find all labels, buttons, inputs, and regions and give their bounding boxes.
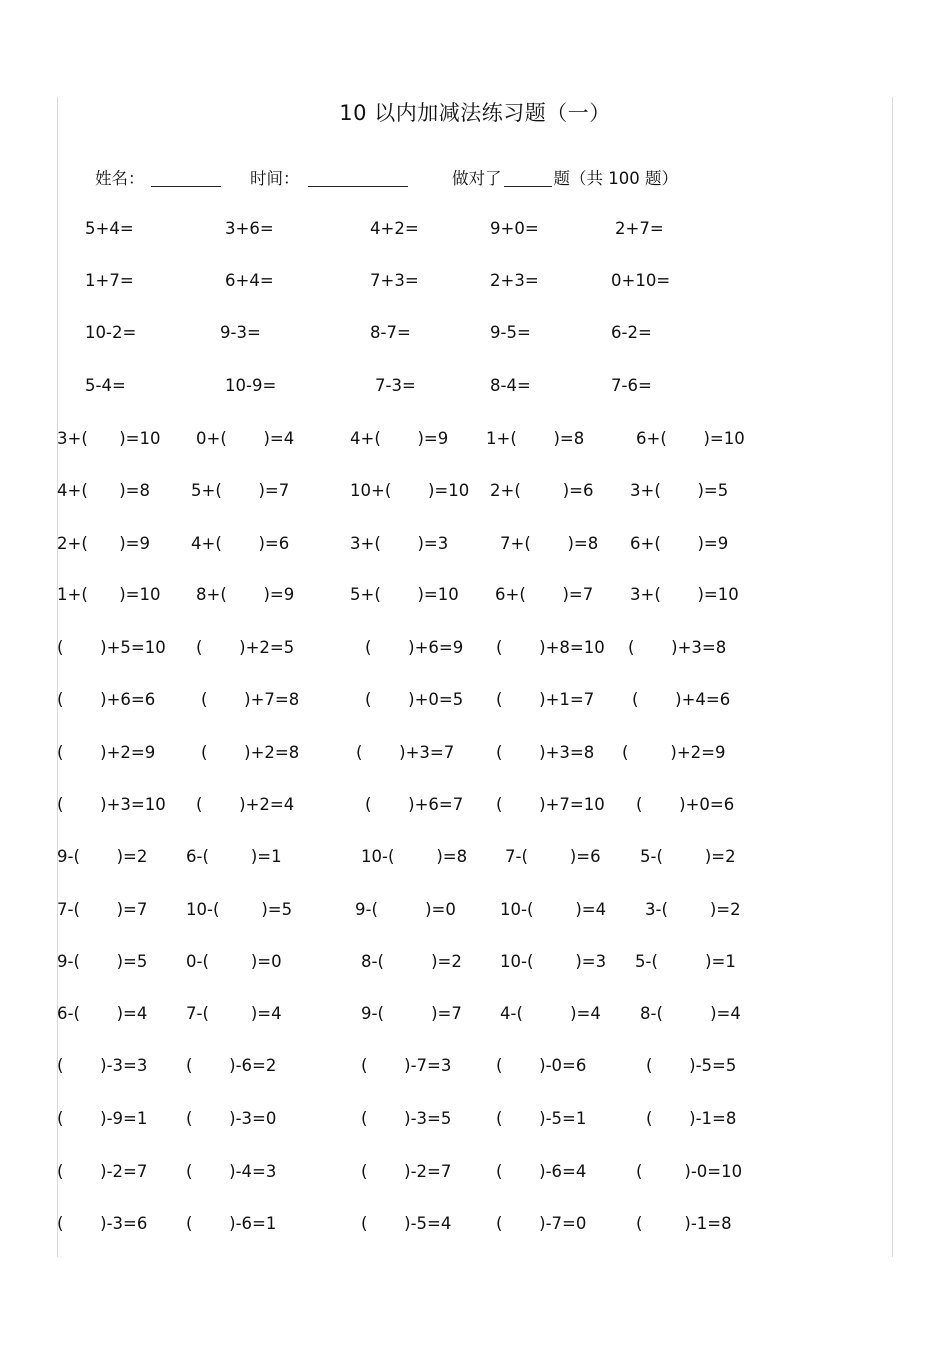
problem-item: ( )-3=6 (57, 1214, 148, 1233)
problem-item: ( )-1=8 (646, 1109, 737, 1128)
problem-item: 6+( )=10 (636, 429, 745, 448)
problem-item: 1+( )=8 (486, 429, 585, 448)
problem-item: 10-( )=5 (186, 900, 293, 919)
problem-item: 2+( )=6 (490, 481, 594, 500)
problem-row (0, 1212, 950, 1236)
time-label: 时间： (250, 169, 300, 188)
problem-item: 10-( )=3 (500, 952, 607, 971)
problem-item: ( )+6=6 (57, 690, 156, 709)
problem-row (0, 269, 950, 293)
problem-item: 6+( )=7 (495, 585, 594, 604)
problem-row (0, 845, 950, 869)
problem-item: ( )-6=1 (186, 1214, 277, 1233)
problem-item: ( )+2=4 (196, 795, 295, 814)
problem-row (0, 583, 950, 607)
page-title: 10 以内加减法练习题（一） (339, 101, 611, 125)
problem-row (0, 1107, 950, 1131)
problem-item: 10-9= (225, 376, 277, 395)
problem-item: 9-3= (220, 323, 261, 342)
problem-item: ( )-7=3 (361, 1056, 452, 1075)
problem-item: 3-( )=2 (645, 900, 741, 919)
problem-item: 5-( )=1 (635, 952, 736, 971)
problem-item: ( )+2=5 (196, 638, 295, 657)
problem-item: ( )-2=7 (361, 1162, 452, 1181)
score-blank[interactable] (504, 170, 552, 187)
problem-item: ( )-5=1 (496, 1109, 587, 1128)
problem-item: 3+( )=5 (630, 481, 729, 500)
problem-item: ( )+2=9 (57, 743, 156, 762)
problem-item: 2+( )=9 (57, 534, 150, 553)
problem-item: 8-( )=2 (361, 952, 462, 971)
problem-item: ( )+4=6 (632, 690, 731, 709)
problem-item: 10-( )=8 (361, 847, 468, 866)
problem-item: 0+( )=4 (196, 429, 295, 448)
problem-item: 5-( )=2 (640, 847, 736, 866)
problem-item: ( )-2=7 (57, 1162, 148, 1181)
problem-row (0, 479, 950, 503)
problem-item: 6+( )=9 (630, 534, 729, 553)
problem-row (0, 688, 950, 712)
problem-row (0, 321, 950, 345)
problem-row (0, 427, 950, 451)
problem-item: ( )+3=8 (628, 638, 727, 657)
problem-item: ( )-5=5 (646, 1056, 737, 1075)
problem-row (0, 1160, 950, 1184)
problem-item: ( )-1=8 (636, 1214, 732, 1233)
problem-item: ( )-7=0 (496, 1214, 587, 1233)
problem-item: 9+0= (490, 219, 539, 238)
problem-row (0, 636, 950, 660)
problem-item: ( )+2=8 (201, 743, 300, 762)
problem-item: 4+( )=8 (57, 481, 150, 500)
problem-item: ( )+0=5 (365, 690, 464, 709)
problem-item: ( )-4=3 (186, 1162, 277, 1181)
problem-item: ( )+1=7 (496, 690, 595, 709)
problem-item: 9-5= (490, 323, 531, 342)
problem-item: 8-4= (490, 376, 531, 395)
problem-item: 0+10= (611, 271, 671, 290)
problem-item: 0-( )=0 (186, 952, 282, 971)
problem-item: 7+( )=8 (500, 534, 599, 553)
problem-item: ( )-6=2 (186, 1056, 277, 1075)
problem-item: 10+( )=10 (350, 481, 470, 500)
name-blank[interactable] (151, 170, 221, 187)
time-field (250, 165, 408, 189)
score-suffix: 题（共 100 题） (553, 169, 678, 188)
problem-row (0, 741, 950, 765)
problem-item: ( )+3=8 (496, 743, 595, 762)
problem-item: 7-( )=4 (186, 1004, 282, 1023)
problem-item: ( )+8=10 (496, 638, 605, 657)
problem-item: 5+( )=10 (350, 585, 459, 604)
problem-item: 7-6= (611, 376, 652, 395)
problem-item: 10-( )=4 (500, 900, 607, 919)
problem-item: ( )+2=9 (622, 743, 726, 762)
problem-item: 2+3= (490, 271, 539, 290)
problem-item: ( )+3=7 (356, 743, 455, 762)
problem-item: 4+( )=9 (350, 429, 449, 448)
problem-row (0, 1002, 950, 1026)
problem-item: ( )+6=9 (365, 638, 464, 657)
problem-item: ( )-6=4 (496, 1162, 587, 1181)
problem-item: 7-3= (375, 376, 416, 395)
problem-item: ( )-3=5 (361, 1109, 452, 1128)
problem-item: 6-( )=1 (186, 847, 282, 866)
problem-row (0, 950, 950, 974)
problem-item: 5+( )=7 (191, 481, 290, 500)
problem-item: ( )-0=6 (496, 1056, 587, 1075)
score-prefix: 做对了 (452, 169, 502, 188)
score-field (452, 165, 678, 189)
problem-row (0, 374, 950, 398)
problem-row (0, 793, 950, 817)
problem-item: 7-( )=6 (505, 847, 601, 866)
problem-item: 1+( )=10 (57, 585, 161, 604)
problem-item: ( )-9=1 (57, 1109, 148, 1128)
problem-item: 5+4= (85, 219, 134, 238)
problem-item: 3+( )=10 (57, 429, 161, 448)
problem-item: 3+6= (225, 219, 274, 238)
problem-item: ( )+7=8 (201, 690, 300, 709)
problem-item: 7+3= (370, 271, 419, 290)
problem-item: 7-( )=7 (57, 900, 148, 919)
problem-row (0, 532, 950, 556)
problem-item: 4+( )=6 (191, 534, 290, 553)
problem-item: 9-( )=0 (355, 900, 456, 919)
problem-item: 3+( )=10 (630, 585, 739, 604)
problem-item: ( )+6=7 (365, 795, 464, 814)
problem-item: ( )+7=10 (496, 795, 605, 814)
name-field (95, 165, 221, 189)
problem-item: ( )-3=0 (186, 1109, 277, 1128)
problem-item: 2+7= (615, 219, 664, 238)
problem-item: ( )+5=10 (57, 638, 166, 657)
problem-item: 9-( )=5 (57, 952, 148, 971)
problem-item: 8+( )=9 (196, 585, 295, 604)
problem-row (0, 1054, 950, 1078)
problem-item: 6-( )=4 (57, 1004, 148, 1023)
problem-item: 10-2= (85, 323, 137, 342)
problem-row (0, 217, 950, 241)
problem-row (0, 898, 950, 922)
problem-item: 4-( )=4 (500, 1004, 601, 1023)
problem-item: ( )-3=3 (57, 1056, 148, 1075)
problem-item: 6-2= (611, 323, 652, 342)
problem-item: 8-( )=4 (640, 1004, 741, 1023)
problem-item: 4+2= (370, 219, 419, 238)
problem-item: ( )+0=6 (636, 795, 735, 814)
time-blank[interactable] (308, 170, 408, 187)
problem-item: 8-7= (370, 323, 411, 342)
problem-item: 3+( )=3 (350, 534, 449, 553)
problem-item: 9-( )=7 (361, 1004, 462, 1023)
problem-item: 9-( )=2 (57, 847, 148, 866)
name-label: 姓名： (95, 169, 145, 188)
problem-item: ( )+3=10 (57, 795, 166, 814)
problem-item: ( )-5=4 (361, 1214, 452, 1233)
problem-item: ( )-0=10 (636, 1162, 743, 1181)
problem-item: 6+4= (225, 271, 274, 290)
problem-item: 1+7= (85, 271, 134, 290)
problem-item: 5-4= (85, 376, 126, 395)
